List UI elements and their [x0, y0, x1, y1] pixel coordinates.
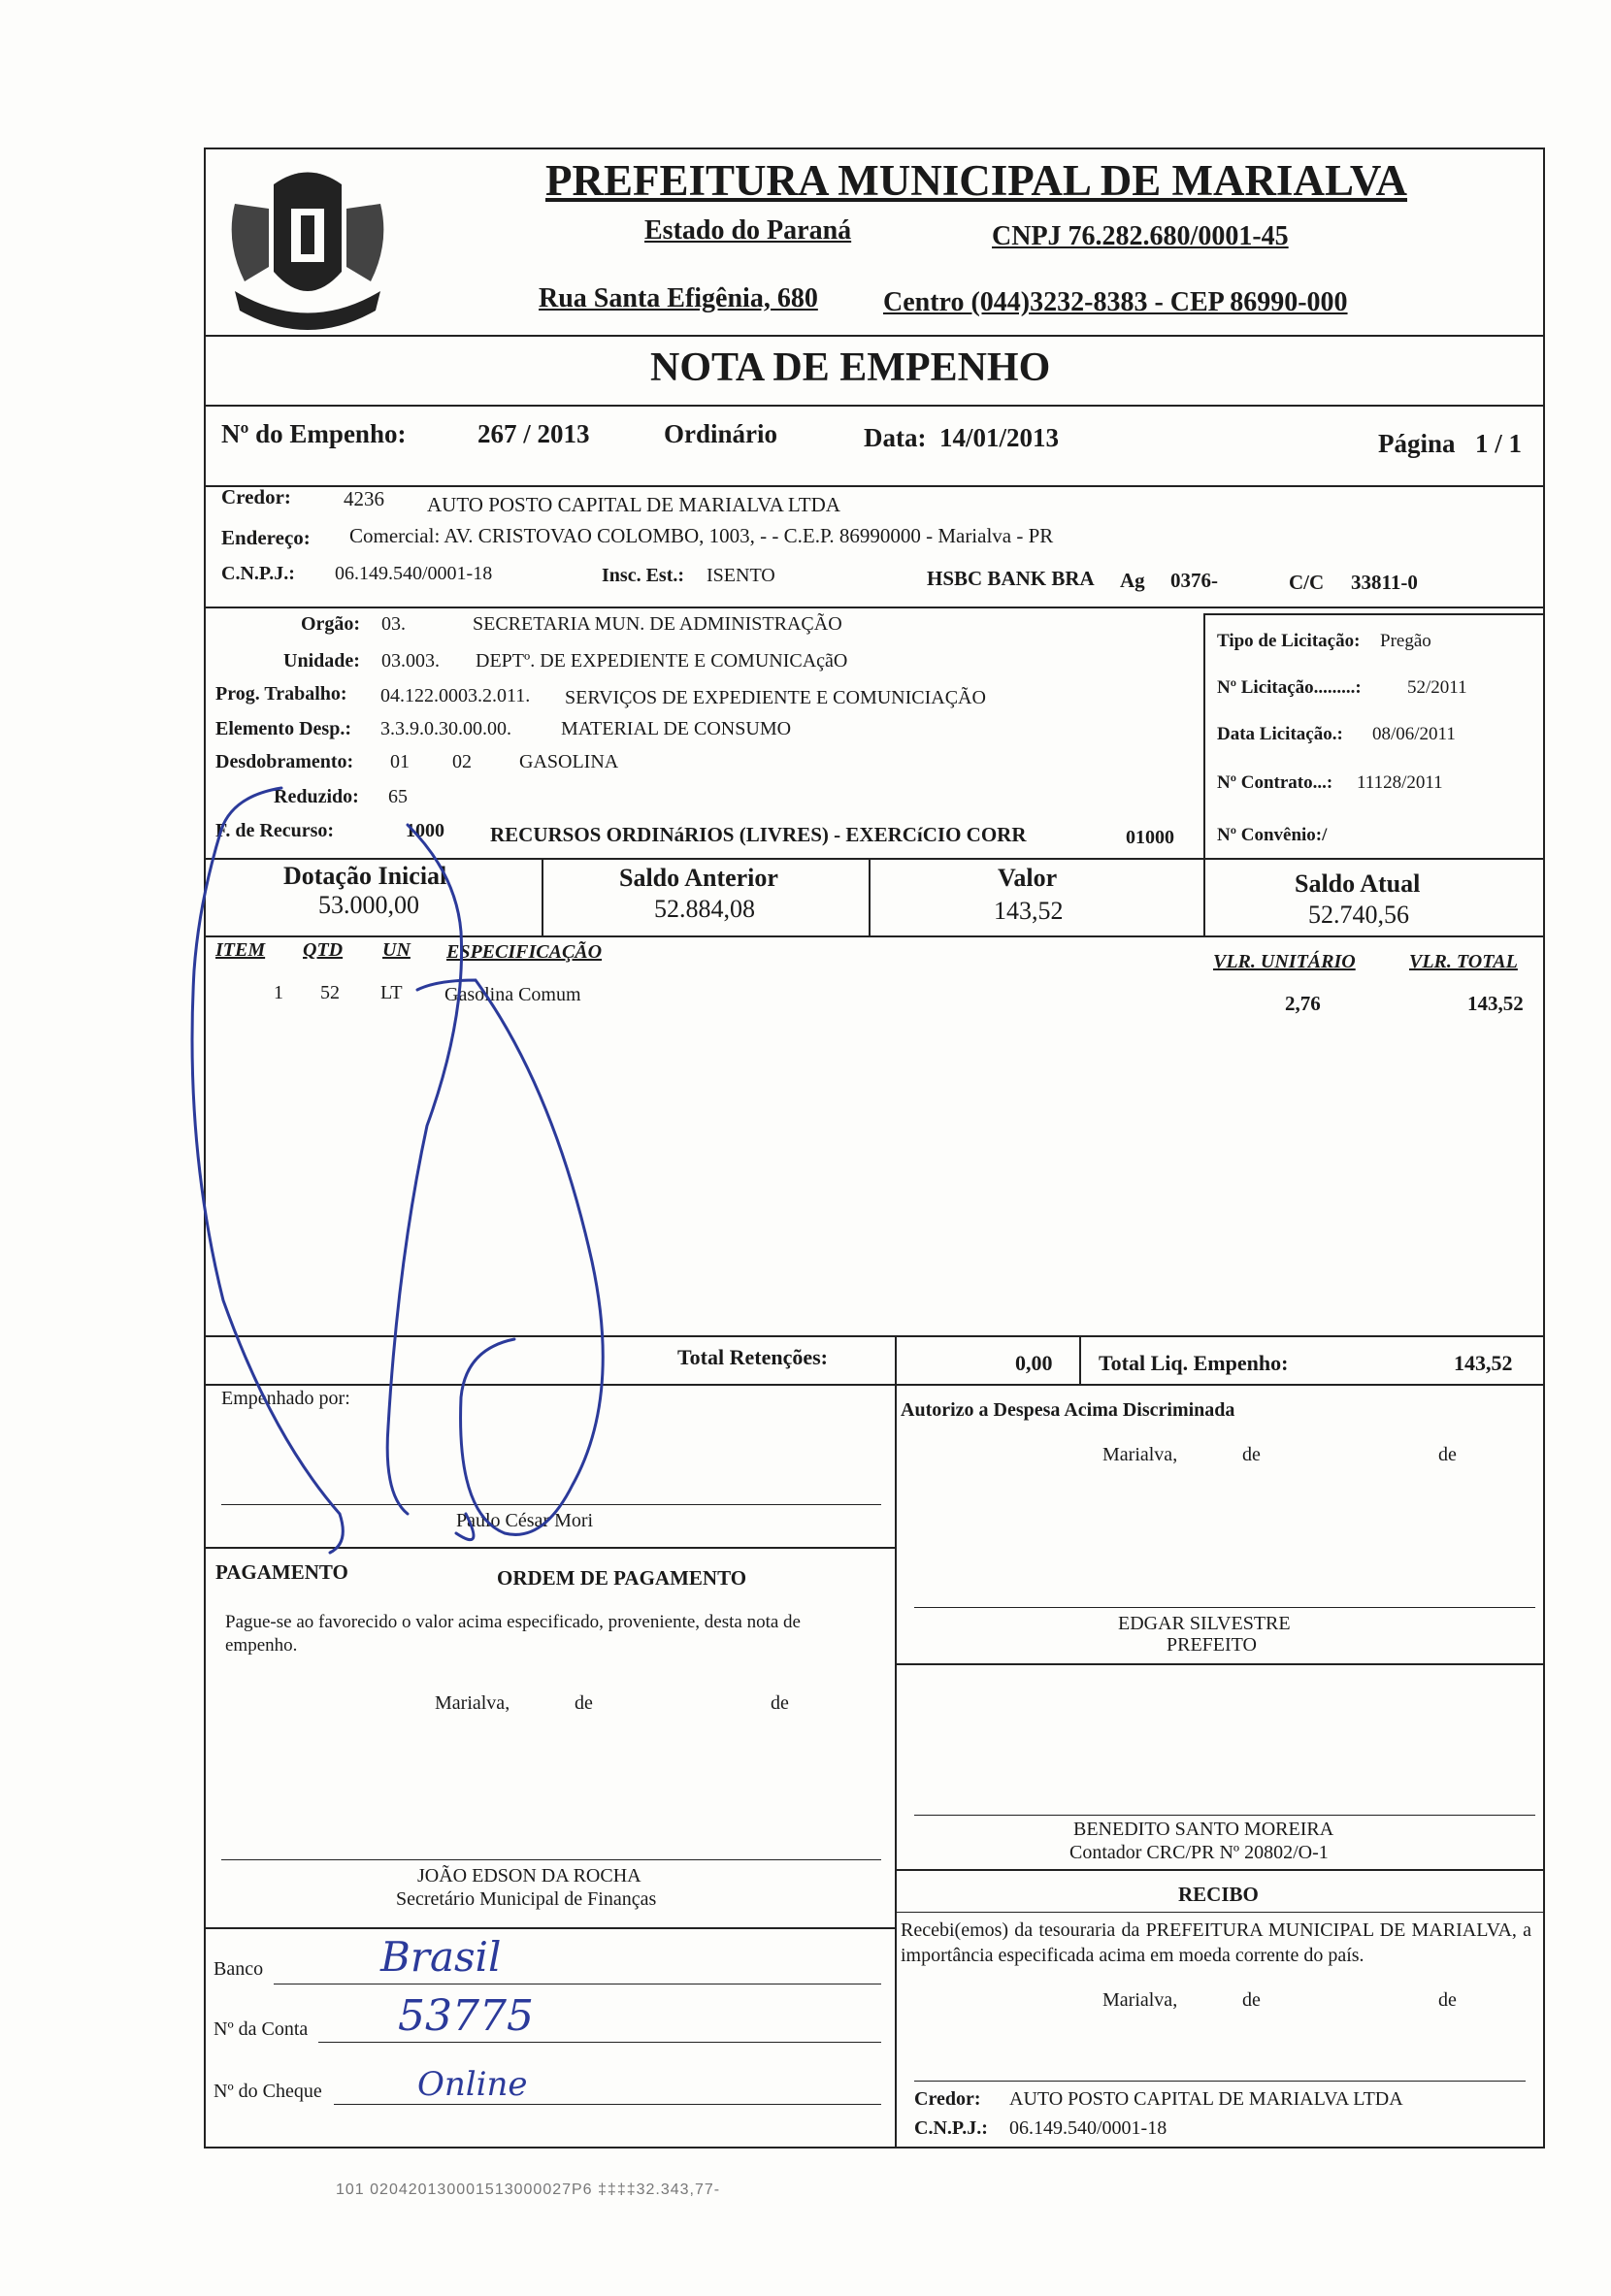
address-field-label: Endereço: — [221, 526, 311, 549]
insc-label: Insc. Est.: — [602, 565, 685, 586]
col-qtd: QTD — [303, 939, 344, 961]
licitacao-type: Pregão — [1380, 631, 1431, 651]
retencoes-value: 0,00 — [1015, 1351, 1053, 1375]
col-vlr-total: VLR. TOTAL — [1409, 951, 1518, 972]
desdobramento-name: GASOLINA — [519, 751, 619, 772]
autorizo-label: Autorizo a Despesa Acima Discriminada — [901, 1399, 1235, 1421]
licitacao-num: 52/2011 — [1407, 677, 1467, 698]
recibo-de-2: de — [1438, 1989, 1457, 2011]
recibo-city: Marialva, — [1102, 1989, 1178, 2011]
row-qtd: 52 — [320, 982, 340, 1003]
prog-name: SERVIÇOS DE EXPEDIENTE E COMUNICIAÇÃO — [565, 687, 986, 708]
valor-label: Valor — [998, 864, 1058, 892]
prefeito-title: PREFEITO — [1167, 1634, 1257, 1656]
autorizo-de-1: de — [1242, 1444, 1261, 1465]
recurso-name: RECURSOS ORDINáRIOS (LIVRES) - EXERCíCIO CORR — [490, 823, 1027, 846]
banco-label: Banco — [214, 1958, 264, 1980]
page-label: Página — [1378, 429, 1456, 458]
prefeito-name: EDGAR SILVESTRE — [1118, 1613, 1291, 1634]
recibo-credor: AUTO POSTO CAPITAL DE MARIALVA LTDA — [1009, 2088, 1403, 2110]
prog-label: Prog. Trabalho: — [215, 683, 347, 705]
pagamento-de-1: de — [575, 1692, 593, 1714]
row-especificacao: Gasolina Comum — [444, 984, 581, 1005]
orgao-name: SECRETARIA MUN. DE ADMINISTRAÇÃO — [473, 613, 842, 635]
elemento-code: 3.3.9.0.30.00.00. — [380, 718, 511, 739]
cheque-label: Nº do Cheque — [214, 2081, 322, 2102]
coat-of-arms-icon — [215, 155, 400, 340]
insc-value: ISENTO — [707, 565, 775, 586]
row-vlr-total: 143,52 — [1467, 992, 1524, 1015]
document-title: NOTA DE EMPENHO — [650, 345, 1051, 390]
licitacao-date: 08/06/2011 — [1372, 724, 1456, 744]
row-item: 1 — [274, 982, 283, 1003]
prog-code: 04.122.0003.2.011. — [380, 685, 531, 706]
cheque-handwritten: Online — [417, 2065, 528, 2104]
recibo-cnpj: 06.149.540/0001-18 — [1009, 2117, 1167, 2139]
contador-name: BENEDITO SANTO MOREIRA — [1073, 1819, 1334, 1840]
footer-code: 101 020420130001513000027P6 ‡‡‡‡32.343,77- — [336, 2181, 721, 2198]
address-label: Centro (044)3232-8383 - CEP 86990-000 — [883, 287, 1348, 317]
saldo-anterior-value: 52.884,08 — [654, 895, 755, 923]
contrato-label: Nº Contrato...: — [1217, 772, 1333, 793]
date-label: Data: — [864, 423, 927, 452]
valor-value: 143,52 — [994, 897, 1064, 925]
recibo-credor-label: Credor: — [914, 2088, 981, 2110]
orgao-label: Orgão: — [301, 613, 361, 635]
recurso-num: 01000 — [1126, 827, 1174, 848]
empenho-label: Nº do Empenho: — [221, 419, 407, 448]
licitacao-num-label: Nº Licitação.........: — [1217, 677, 1362, 698]
recibo-de-1: de — [1242, 1989, 1261, 2011]
desdobramento-label: Desdobramento: — [215, 751, 354, 772]
total-liq-label: Total Liq. Empenho: — [1099, 1351, 1289, 1375]
total-liq-value: 143,52 — [1454, 1351, 1513, 1375]
page-title: PREFEITURA MUNICIPAL DE MARIALVA — [545, 156, 1408, 205]
desdobramento-b: 02 — [452, 751, 472, 772]
credor-address: Comercial: AV. CRISTOVAO COLOMBO, 1003, - - C.E.P. 86990000 - Marialva - PR — [349, 524, 1054, 547]
ag-value: 0376- — [1170, 569, 1218, 592]
cc-label: C/C — [1289, 571, 1325, 594]
empenho-date: 14/01/2013 — [939, 423, 1060, 452]
row-un: LT — [380, 982, 403, 1003]
cnpj-field-label: C.N.P.J.: — [221, 563, 295, 584]
cc-value: 33811-0 — [1351, 571, 1418, 594]
recurso-label: F. de Recurso: — [215, 820, 335, 841]
elemento-label: Elemento Desp.: — [215, 718, 351, 739]
credor-code: 4236 — [344, 487, 384, 510]
street-label: Rua Santa Efigênia, 680 — [539, 283, 818, 313]
unidade-label: Unidade: — [283, 650, 360, 672]
pagamento-text: Pague-se ao favorecido o valor acima especificado, proveniente, desta nota de empenho. — [225, 1612, 801, 1656]
unidade-name: DEPTº. DE EXPEDIENTE E COMUNICAçãO — [476, 650, 848, 672]
secretario-title: Secretário Municipal de Finanças — [396, 1888, 657, 1910]
col-un: UN — [382, 939, 411, 961]
col-item: ITEM — [215, 939, 266, 961]
dotacao-value: 53.000,00 — [318, 891, 419, 919]
banco-handwritten: Brasil — [380, 1933, 502, 1981]
cnpj-label: CNPJ 76.282.680/0001-45 — [992, 221, 1289, 251]
credor-cnpj: 06.149.540/0001-18 — [335, 563, 493, 584]
pagamento-de-2: de — [771, 1692, 789, 1714]
licitacao-type-label: Tipo de Licitação: — [1217, 631, 1361, 651]
pagamento-label: PAGAMENTO — [215, 1560, 348, 1584]
saldo-atual-value: 52.740,56 — [1308, 901, 1409, 929]
reduzido-label: Reduzido: — [274, 786, 359, 807]
ordem-pagamento-label: ORDEM DE PAGAMENTO — [497, 1566, 747, 1590]
recibo-title: RECIBO — [1178, 1883, 1259, 1906]
state-label: Estado do Paraná — [644, 215, 852, 246]
saldo-atual-label: Saldo Atual — [1295, 869, 1421, 898]
pagamento-city: Marialva, — [435, 1692, 510, 1714]
empenho-type: Ordinário — [664, 419, 778, 448]
unidade-code: 03.003. — [381, 650, 440, 672]
empenho-number: 267 / 2013 — [477, 419, 590, 448]
ag-label: Ag — [1120, 569, 1145, 592]
empenhado-name: Paulo César Mori — [456, 1510, 594, 1531]
orgao-code: 03. — [381, 613, 406, 635]
credor-label: Credor: — [221, 485, 291, 508]
contrato-value: 11128/2011 — [1357, 772, 1443, 793]
reduzido-value: 65 — [388, 786, 408, 807]
conta-handwritten: 53775 — [398, 1991, 534, 2041]
autorizo-de-2: de — [1438, 1444, 1457, 1465]
recibo-cnpj-label: C.N.P.J.: — [914, 2117, 988, 2139]
saldo-anterior-label: Saldo Anterior — [619, 864, 778, 892]
credor-name: AUTO POSTO CAPITAL DE MARIALVA LTDA — [427, 493, 840, 516]
col-vlr-unitario: VLR. UNITÁRIO — [1213, 951, 1356, 972]
convenio-label: Nº Convênio:/ — [1217, 825, 1328, 845]
conta-label: Nº da Conta — [214, 2018, 309, 2040]
page-number: 1 / 1 — [1475, 429, 1523, 458]
licitacao-date-label: Data Licitação.: — [1217, 724, 1343, 744]
desdobramento-a: 01 — [390, 751, 410, 772]
bank-name: HSBC BANK BRA — [927, 567, 1095, 590]
dotacao-label: Dotação Inicial — [283, 862, 447, 890]
empenhado-label: Empenhado por: — [221, 1388, 350, 1409]
retencoes-label: Total Retenções: — [677, 1345, 828, 1369]
recurso-code: 1000 — [406, 820, 444, 841]
secretario-name: JOÃO EDSON DA ROCHA — [417, 1865, 641, 1886]
col-especificacao: ESPECIFICAÇÃO — [446, 941, 603, 963]
row-vlr-unitario: 2,76 — [1285, 992, 1321, 1015]
autorizo-city: Marialva, — [1102, 1444, 1178, 1465]
recibo-text: Recebi(emos) da tesouraria da PREFEITURA MUNICIPAL DE MARIALVA, a importância especificada acima em moeda corrente do país. — [901, 1919, 1531, 1966]
contador-title: Contador CRC/PR Nº 20802/O-1 — [1069, 1842, 1329, 1863]
elemento-name: MATERIAL DE CONSUMO — [561, 718, 792, 739]
